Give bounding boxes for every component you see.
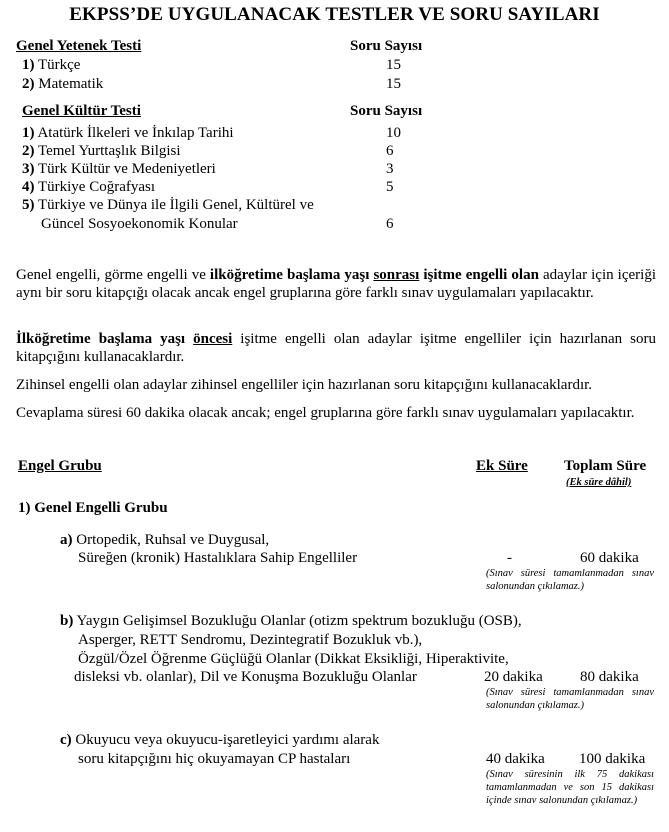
gk-item-4	[22, 178, 155, 196]
gy-item-label: Matematik	[38, 76, 104, 92]
row-b-line-1	[60, 612, 522, 630]
gy-item-1	[22, 56, 80, 74]
row-b-note: (Sınav süresi tamamlanmadan sınav salonundan çıkılamaz.)	[486, 687, 654, 711]
gk-item-label: Türk Kültür ve Medeniyetleri	[37, 161, 216, 177]
group-1-title: 1) Genel Engelli Grubu	[18, 500, 168, 516]
gk-item-5	[22, 196, 314, 214]
paragraph-4: Cevaplama süresi 60 dakika olacak ancak; engel gruplarına göre farklı sınav uygulamaları yapılacaktır.	[16, 405, 635, 421]
gk-item-5-line2: Güncel Sosyoekonomik Konular	[41, 216, 238, 232]
gk-item-label: Atatürk İlkeleri ve İnkılap Tarihi	[37, 125, 234, 141]
genel-yetenek-heading: Genel Yetenek Testi	[16, 38, 142, 54]
row-b-line-3: Özgül/Özel Öğrenme Güçlüğü Olanlar (Dikkat Eksikliği, Hiperaktivite,	[78, 651, 509, 667]
gk-item-num: 1)	[22, 125, 35, 141]
gk-item-num: 3)	[22, 161, 35, 177]
toplam-sure-subheader: (Ek süre dâhil)	[566, 477, 632, 488]
gk-item-count: 5	[386, 179, 394, 195]
row-letter: a)	[60, 532, 73, 548]
row-a-note: (Sınav süresi tamamlanmadan sınav salonundan çıkılamaz.)	[486, 568, 654, 592]
p1-bold: işitme engelli olan	[419, 267, 539, 283]
gk-item-num: 4)	[22, 179, 35, 195]
row-c-line-1	[60, 731, 379, 749]
row-b-toplam-sure: 80 dakika	[580, 669, 639, 685]
gy-item-label: Türkçe	[37, 57, 81, 73]
gy-item-count: 15	[386, 57, 401, 73]
gy-item-num: 1)	[22, 57, 35, 73]
gy-item-2	[22, 75, 103, 93]
genel-kultur-count-heading: Soru Sayısı	[350, 103, 423, 119]
row-b-line-4: disleksi vb. olanlar), Dil ve Konuşma Bozukluğu Olanlar	[74, 669, 417, 685]
gk-item-label: Temel Yurttaşlık Bilgisi	[37, 143, 181, 159]
gk-item-count: 10	[386, 125, 401, 141]
row-c-ek-sure: 40 dakika	[486, 751, 545, 767]
genel-yetenek-count-heading: Soru Sayısı	[350, 38, 423, 54]
row-text: Yaygın Gelişimsel Bozukluğu Olanlar (otizm spektrum bozukluğu (OSB),	[76, 613, 522, 629]
paragraph-3: Zihinsel engelli olan adaylar zihinsel engelliler için hazırlanan soru kitapçığını kullanacaklardır.	[16, 377, 593, 393]
p2-bold-underline: öncesi	[193, 331, 233, 347]
gk-item-3	[22, 160, 216, 178]
ek-sure-header: Ek Süre	[476, 458, 528, 474]
row-a-toplam-sure: 60 dakika	[580, 550, 639, 566]
row-letter: c)	[60, 732, 72, 748]
row-c-toplam-sure: 100 dakika	[579, 751, 646, 767]
p1-text: adaylar için içeriği aynı bir soru kitapçığı olacak ancak engel gruplarına göre farklı sınav uygulamaları yapılacaktır.	[16, 267, 656, 301]
genel-kultur-heading: Genel Kültür Testi	[22, 103, 141, 119]
p2-text: işitme engelli olan adaylar işitme engelliler için hazırlanan soru kitapçığını kullanacaklardır.	[16, 331, 656, 365]
gy-item-num: 2)	[22, 76, 35, 92]
row-b-line-2: Asperger, RETT Sendromu, Dezintegratif Bozukluk vb.),	[78, 632, 423, 648]
paragraph-2	[16, 330, 656, 366]
row-letter: b)	[60, 613, 74, 629]
gk-item-num: 2)	[22, 143, 35, 159]
gk-item-1	[22, 124, 234, 142]
paragraph-1	[16, 266, 656, 302]
row-b-ek-sure: 20 dakika	[484, 669, 543, 685]
gk-item-label: Türkiye ve Dünya ile İlgili Genel, Kültürel ve	[37, 197, 314, 213]
row-text: Ortopedik, Ruhsal ve Duygusal,	[76, 532, 270, 548]
row-a-ek-sure: -	[507, 550, 512, 566]
row-text: Okuyucu veya okuyucu-işaretleyici yardımı alarak	[75, 732, 380, 748]
gk-item-count: 6	[386, 143, 394, 159]
p2-bold: İlköğretime başlama yaşı	[16, 331, 194, 347]
p1-text: Genel engelli, görme engelli ve	[16, 267, 210, 283]
gk-item-2	[22, 142, 181, 160]
row-a-line-1	[60, 531, 269, 549]
gk-item-num: 5)	[22, 197, 35, 213]
p1-bold-underline: sonrası	[373, 267, 420, 283]
toplam-sure-header: Toplam Süre	[564, 458, 647, 474]
row-c-line-2: soru kitapçığını hiç okuyamayan CP hastaları	[78, 751, 351, 767]
gk-item-label: Türkiye Coğrafyası	[37, 179, 156, 195]
engel-grubu-header: Engel Grubu	[18, 458, 102, 474]
gk-item-count: 6	[386, 216, 394, 232]
row-c-note: (Sınav süresinin ilk 75 dakikası tamamlanmadan ve son 15 dakikası içinde sınav salonundan çıkılamaz.)	[486, 769, 654, 806]
gk-item-count: 3	[386, 161, 394, 177]
document-title: EKPSS’DE UYGULANACAK TESTLER VE SORU SAYILARI	[69, 4, 600, 25]
gy-item-count: 15	[386, 76, 401, 92]
row-a-line-2: Süreğen (kronik) Hastalıklara Sahip Engelliler	[78, 550, 358, 566]
p1-bold: ilköğretime başlama yaşı	[209, 267, 374, 283]
